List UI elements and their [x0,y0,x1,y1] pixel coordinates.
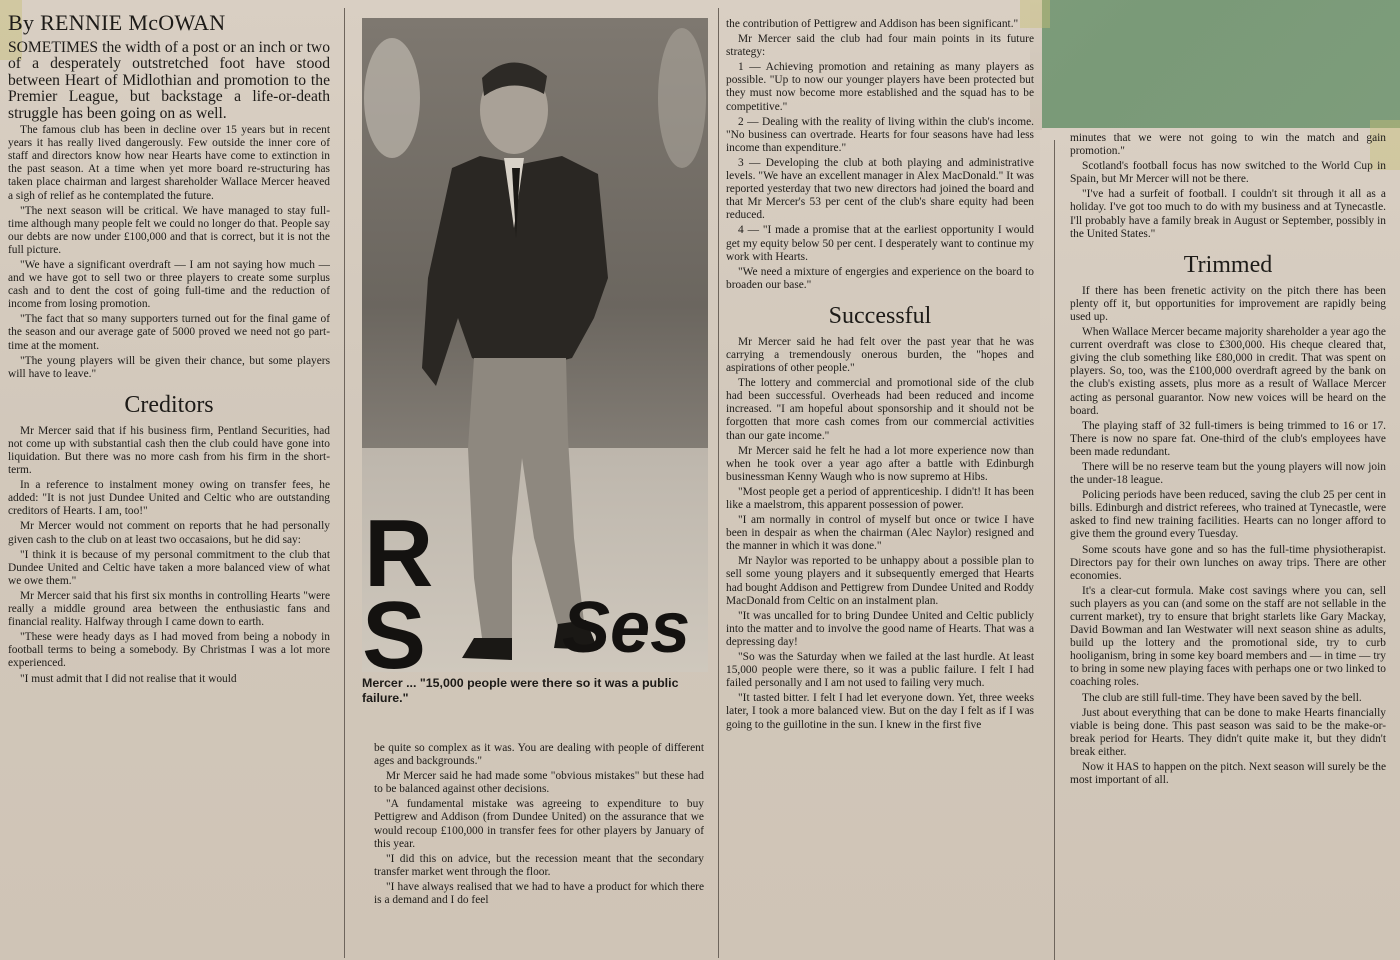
paragraph: the contribution of Pettigrew and Addison has been significant." [726,18,1019,30]
paragraph: 3 — Developing the club at both playing and administrative levels. "We have an excellent manager in Alex MacDonald." It was reported yesterday that two new directors had joined the board and that Mr Mercer's 53 per cent of the club's share equity had been reduced. [726,156,1034,222]
article-column-3 [726,18,1034,958]
paragraph: minutes that we were not going to win the match and gain promotion." [1070,132,1386,158]
paragraph: 4 — "I made a promise that at the earliest opportunity I would get my equity below 50 per cent. I desperately want to continue my work with Hearts. [726,224,1034,263]
subheading-successful: Successful [828,302,932,329]
paragraph: Mr Mercer said he felt he had a lot more experience now than when he took over a year ago after a battle with Edinburgh businessman Kenny Waugh who is now supremo at Hibs. [726,444,1034,483]
photo-caption: Mercer ... "15,000 people were there so it was a public failure." [362,676,679,705]
paragraph: Scotland's football focus has now switched to the World Cup in Spain, but Mr Mercer will not be there. [1070,160,1386,186]
subheading-creditors: Creditors [124,391,214,418]
article-column-2 [374,742,704,958]
paragraph: The famous club has been in decline over 15 years but in recent years it has really lived dangerously. Few outside the inner core of staff and directors know how near Hearts have come to extinction in the past season. At a time when yet more board re-structuring has taken place chairman and largest shareholder Wallace Mercer heaved a sigh of relief as he contemplated the future. [8,124,330,202]
paragraph: The lottery and commercial and promotional side of the club had been successful. Overheads had been reduced and income increased. "I am hopeful about sponsorship and it should not be forgotten that more cash comes from our commercial activities than our gate income." [726,377,1034,442]
paragraph: Mr Naylor was reported to be unhappy about a possible plan to sell some young players and it subsequently emerged that Hearts had bought Addison and Pettigrew from Dundee United and Roddy MacDonald from Celtic on an instalment plan. [726,555,1034,607]
paragraph: The playing staff of 32 full-timers is being trimmed to 16 or 17. There is now no spare fat. One-third of the club's employees have been made redundant. [1070,419,1386,458]
paragraph: 1 — Achieving promotion and retaining as many players as possible. "Up to now our younger players have been protected but they must now become more established and the squad has to be competitive." [726,61,1034,113]
paragraph: When Wallace Mercer became majority shareholder a year ago the current overdraft was close to £300,000. His cheque cleared that, giving the club something like £80,000 in credit. That was spent on players. So, too, was the £100,000 overdraft agreed by the bank on the club's existing assets, plus more as a result of Wallace Mercer acting as personal guarantor. Now new voices will be heard on the board. [1070,326,1386,417]
paragraph: "I did this on advice, but the recession meant that the secondary transfer market went through the floor. [374,852,704,878]
stadium-letter-r: R [364,500,434,607]
photo-wallace-mercer [362,18,708,672]
paragraph: In a reference to instalment money owing on transfer fees, he added: "It is not just Dundee United and Celtic who are outstanding creditors of Hearts. I am, too!" [8,479,330,518]
lead-paragraph: SOMETIMES the width of a post or an inch or two of a desperately outstretched foot have stood between Heart of Midlothian and promotion to the Premier League, but backstage a life-or-death struggle has been going on as well. [8,39,330,122]
paragraph: "The young players will be given their chance, but some players will have to leave." [8,354,330,380]
paragraph: "It was uncalled for to bring Dundee United and Celtic publicly into the matter and to involve the good name of Hearts. That was a depressing day! [726,609,1034,648]
paragraph: Mr Mercer would not comment on reports that he had personally given cash to the club on at least two occasaions, but he did say: [8,520,330,546]
column-rule [1054,140,1055,960]
paragraph: "These were heady days as I had moved from being a nobody in football terms to being a somebody. By Christmas I was a lot more experienced. [8,631,330,670]
paragraph: There will be no reserve team but the young players will now join the under-18 league. [1070,460,1386,487]
article-column-4 [1070,132,1386,958]
paragraph: "It tasted bitter. I felt I had let everyone down. Yet, three weeks later, I took a more balanced view. But on the day I felt as if I was going to the guillotine in the sun. I knew in the first five [726,692,1034,731]
paragraph: "So was the Saturday when we failed at the last hurdle. At least 15,000 people were there, so it was a public failure. I felt I had failed personally and I am not used to failing very much. [726,651,1034,690]
paragraph: "I've had a surfeit of football. I couldn't sit through it all as a holiday. I've got too much to do with my business and at Tynecastle. I'll probably have a family break in August or September, possibly in the United States." [1070,188,1386,240]
subheading-trimmed: Trimmed [1183,251,1273,278]
paragraph: "The fact that so many supporters turned out for the final game of the season and our average gate of 5000 proved we need not go part-time at the moment. [8,313,330,352]
paragraph: "The next season will be critical. We have managed to stay full-time although many people felt we could no longer do that. People say our debts are now under £100,000 and that is correct, but it is not the full picture. [8,204,330,256]
paragraph: It's a clear-cut formula. Make cost savings where you can, sell such players as you can (and some on the staff are not sellable in the current market), try to ensure that bright starlets like Gary Mackay, David Bowman and Ian Westwater will next season shine as adults, build up the lottery and the promotional side, try to curb hooliganism, bring in some key board members and — in time — try to bring in some new playing faces with perhaps one or two linked to coaching roles. [1070,584,1386,689]
paragraph: Mr Mercer said he had made some "obvious mistakes" but these had to be balanced against other decisions. [374,770,704,796]
paragraph: Mr Mercer said that if his business firm, Pentland Securities, had not come up with substantial cash then the club could have gone into liquidation. But there was no more cash from his firm in the short-term. [8,424,330,477]
paragraph: "I have always realised that we had to have a product for which there is a demand and I do feel [374,880,704,907]
paragraph: "We need a mixture of engergies and experience on the board to broaden our base." [726,265,1034,291]
paragraph: Just about everything that can be done to make Hearts financially viable is being done. This past season was said to be the make-or-break period for Hearts. They didn't quite make it, but they didn't break either. [1070,706,1386,758]
paragraph: "I think it is because of my personal commitment to the club that Dundee United and Celtic have taken a more balanced view of what we owe them." [8,548,330,587]
paragraph: Policing periods have been reduced, saving the club 25 per cent in bills. Edinburgh and district referees, who trained at Tynecastle, were asked to find new training facilities. Hearts can no longer afford to give them the ground every Tuesday. [1070,489,1386,541]
column-rule [718,8,719,958]
paragraph: If there has been frenetic activity on the pitch there has been plenty off it, but opportunities for improvement are rapidly being used up. [1070,284,1386,323]
paragraph: "I am normally in control of myself but once or twice I have been in despair as when the chairman (Alec Naylor) resigned and the manner in which it was done." [726,514,1034,553]
paragraph: Mr Mercer said that his first six months in controlling Hearts "were really a middle ground area between the enthusiastic fans and financial reality. Halfway through I came down to earth. [8,589,330,629]
paragraph: "A fundamental mistake was agreeing to expenditure to buy Pettigrew and Addison (from Dundee United) on the assurance that we would recoup £100,000 in transfer fees for other players by January of this year. [374,798,704,850]
paragraph: "Most people get a period of apprenticeship. I didn't! It has been like a maelstrom, this apparent possession of power. [726,485,1034,511]
stadium-sign-ses: Ses [562,588,691,668]
paragraph: 2 — Dealing with the reality of living within the club's income. "No business can overtrade. Hearts for four seasons have had less income than expenditure." [726,115,1034,154]
article-column-1 [8,10,330,958]
paragraph: Mr Mercer said he had felt over the past year that he was carrying a tremendously onerous burden, the "hopes and aspirations of other people." [726,335,1034,375]
column-rule [344,8,345,958]
paragraph: Some scouts have gone and so has the full-time physiotherapist. Directors pay for their own lunches on away trips. There are other economies. [1070,543,1386,582]
paragraph: Now it HAS to happen on the pitch. Next season will surely be the most important of all. [1070,761,1386,787]
stadium-letter-s: S [362,582,427,672]
paragraph: Mr Mercer said the club had four main points in its future strategy: [726,33,1034,59]
byline: By RENNIE McOWAN [8,10,226,35]
paragraph: be quite so complex as it was. You are dealing with people of different ages and backgrounds." [374,742,704,768]
paragraph: The club are still full-time. They have been saved by the bell. [1082,691,1362,704]
paragraph: "I must admit that I did not realise that it would [20,672,237,685]
paragraph: "We have a significant overdraft — I am not saying how much — and we have got to sell two or three players to create some surplus cash and to dent the cost of going full-time and the reduction of income from losing promotion. [8,258,330,311]
